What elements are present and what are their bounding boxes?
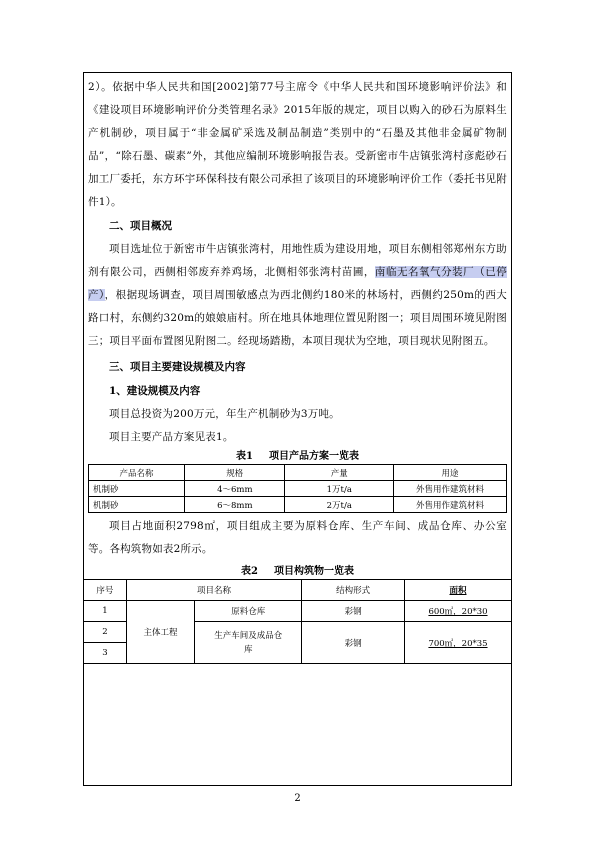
subsection-heading-scale: 1、建设规模及内容	[109, 385, 201, 397]
table-row	[84, 601, 512, 622]
table-header-row	[84, 580, 512, 601]
table-cell: 1	[84, 601, 127, 622]
table-cell: 1万t/a	[285, 481, 394, 497]
table-header-cell: 产品名称	[89, 465, 185, 481]
table-header-cell: 产量	[285, 465, 394, 481]
table1-caption-number: 表1	[236, 451, 253, 462]
overview-text-2: ，根据现场调查，项目周围敏感点为西北侧约180米的林场村，西侧约250m的西大路口村，东侧约320m的娘娘庙村。所在地具体地理位置见附图一；项目周围环境见附图三；项目平面布置图见附图二。经现场踏勘，本项目现状为空地，项目现状见附图五。	[88, 289, 507, 347]
section-heading-overview: 二、项目概况	[109, 220, 172, 232]
table-cell: 原料仓库	[195, 601, 302, 622]
table-row	[89, 497, 507, 513]
table-cell: 生产车间及成品仓库	[195, 622, 302, 664]
table-cell: 彩钢	[302, 622, 405, 664]
table-cell: 3	[84, 643, 127, 664]
document-body	[88, 76, 507, 664]
table-group-cell: 主体工程	[126, 601, 194, 664]
table-row	[89, 481, 507, 497]
table2-caption-number: 表2	[241, 566, 258, 577]
area-paragraph: 项目占地面积2798㎡，项目组成主要为原料仓库、生产车间、成品仓库、办公室等。各构筑物如表2所示。	[88, 520, 507, 555]
table-cell: 外售用作建筑材料	[394, 481, 507, 497]
table-header-cell: 序号	[84, 580, 127, 601]
table-cell: 机制砂	[89, 497, 185, 513]
table-cell: 4～6mm	[185, 481, 285, 497]
table-header-cell: 面积	[405, 580, 512, 601]
overview-paragraph	[88, 238, 507, 353]
table-header-cell: 规格	[185, 465, 285, 481]
section-heading-scale: 三、项目主要建设规模及内容	[109, 361, 246, 373]
table-header-row	[89, 465, 507, 481]
structure-table	[83, 579, 512, 664]
table-header-cell: 用途	[394, 465, 507, 481]
table-cell: 2万t/a	[285, 497, 394, 513]
table-cell: 600㎡，20*30	[405, 601, 512, 622]
table-cell: 2	[84, 622, 127, 643]
table-cell: 外售用作建筑材料	[394, 497, 507, 513]
table-header-cell: 项目名称	[126, 580, 301, 601]
intro-paragraph: 2）。依据中华人民共和国[2002]第77号主席令《中华人民共和国环境影响评价法》和《建设项目环境影响评价分类管理名录》2015年版的规定，项目以购入的砂石为原料生产机制砂，项目属于“非金属矿采选及制品制造”类别中的“石墨及其他非金属矿物制品”，“除石墨、碳素”外，其他应编制环境影响报告表。受新密市牛店镇张湾村彦彪砂石加工厂委托，东方环宇环保科技有限公司承担了该项目的环境影响评价工作（委托书见附件1）。	[88, 81, 507, 208]
overview-text-1: 项目选址位于新密市牛店镇张湾村，用地性质为建设用地，项目东侧相邻郑州东方助剂有限公司，西侧相邻废弃养鸡场，北侧相邻张湾村苗圃，	[88, 243, 507, 278]
page-number: 2	[294, 793, 301, 804]
table1-caption	[88, 449, 507, 464]
table-header-cell: 结构形式	[302, 580, 405, 601]
product-intro-paragraph: 项目主要产品方案见表1。	[109, 431, 234, 443]
table-cell: 彩钢	[302, 601, 405, 622]
scale-paragraph: 项目总投资为200万元，年生产机制砂为3万吨。	[109, 408, 340, 420]
table2-caption	[88, 564, 507, 579]
overview-highlighted-text: 南临无名氧气分装厂（已停产）	[88, 266, 507, 301]
table-cell: 700㎡，20*35	[405, 622, 512, 664]
table-cell: 6～8mm	[185, 497, 285, 513]
table1-caption-title: 项目产品方案一览表	[268, 451, 359, 462]
table2-caption-title: 项目构筑物一览表	[273, 566, 354, 577]
product-table	[88, 464, 507, 513]
table-cell: 机制砂	[89, 481, 185, 497]
